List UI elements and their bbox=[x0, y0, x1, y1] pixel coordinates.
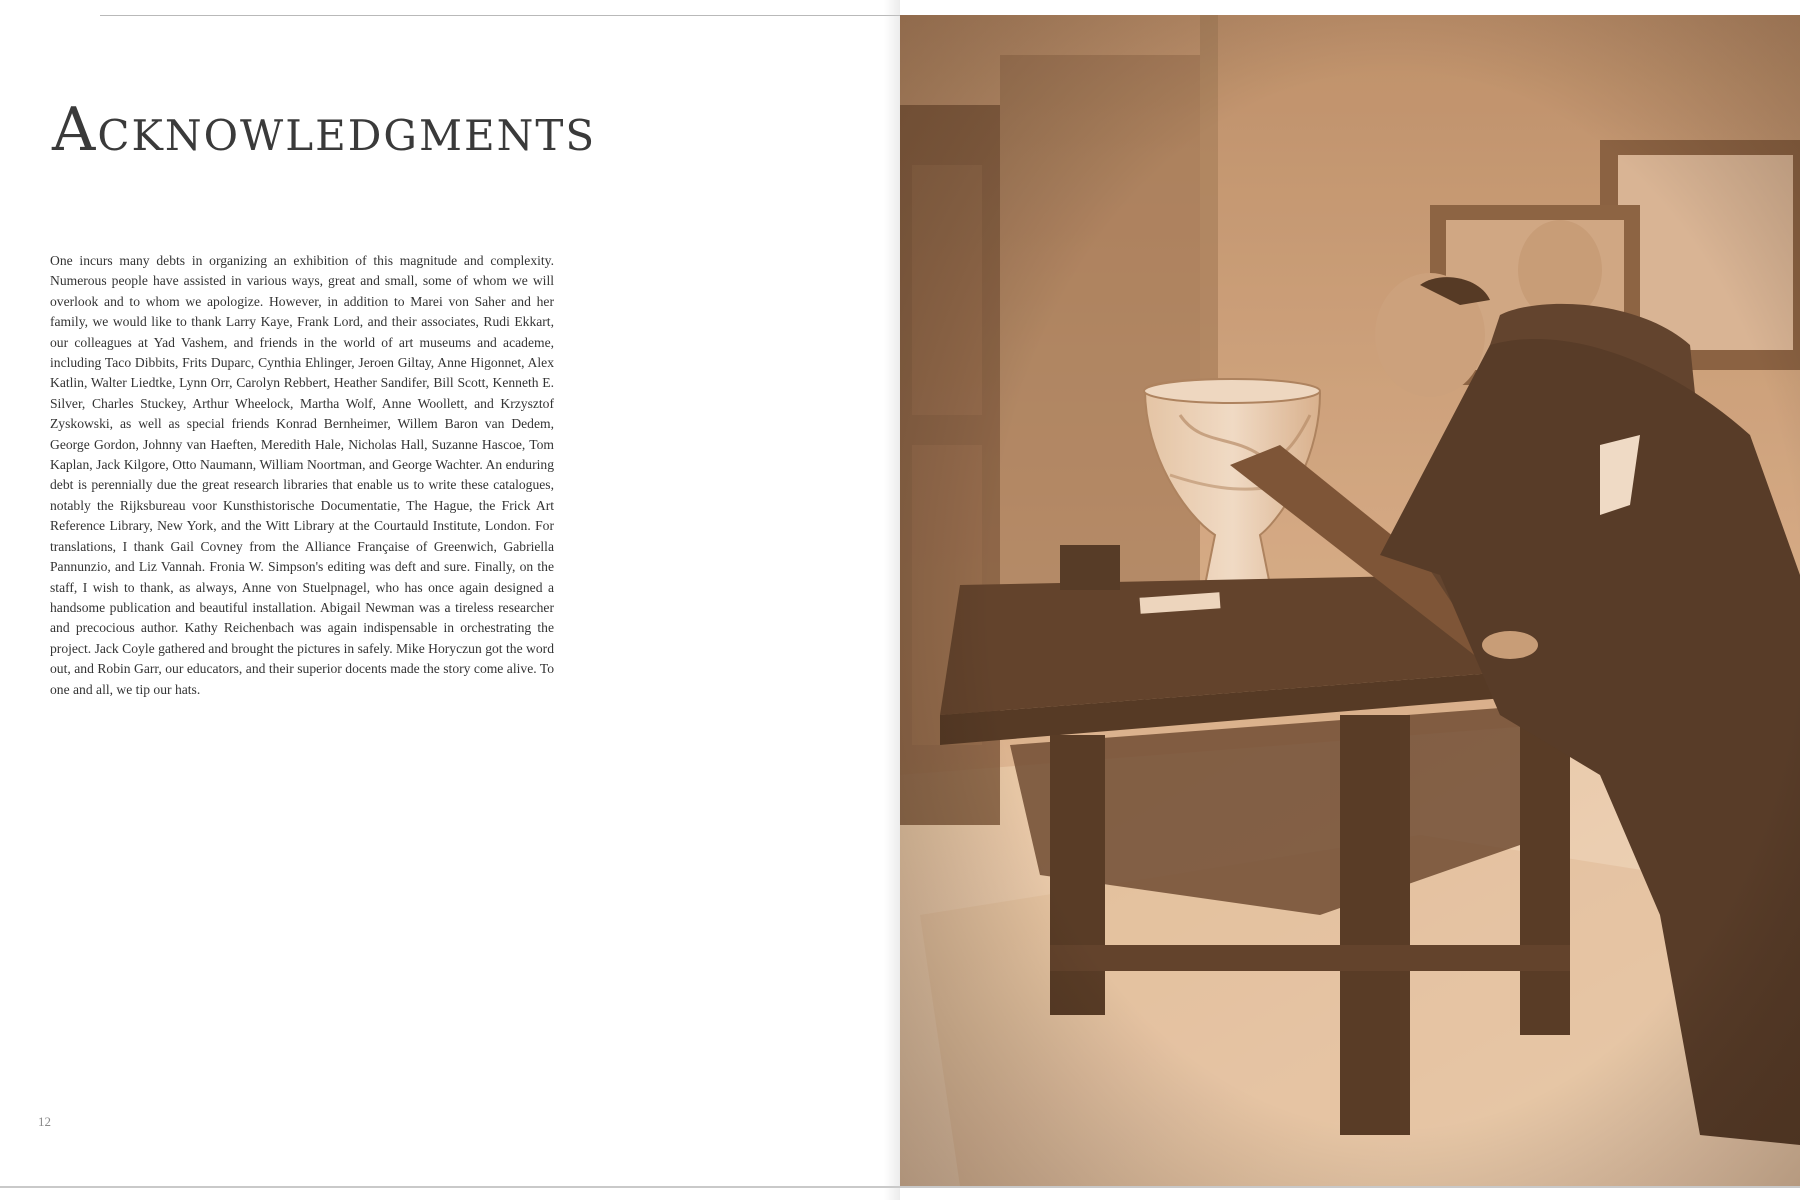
page-title: Acknowledgments bbox=[52, 95, 597, 165]
bottom-rule bbox=[0, 1186, 1800, 1188]
sepia-photograph bbox=[900, 15, 1800, 1186]
page-number: 12 bbox=[38, 1114, 51, 1129]
right-page bbox=[900, 15, 1800, 1186]
gutter-shadow bbox=[884, 0, 900, 1200]
acknowledgments-text: One incurs many debts in organizing an exhibition of this magnitude and complexity. Numerous people have assisted in various ways, great and small, some of whom we will overlook and to whom we apologize. However, in addition to Marei von Saher and her family, we would like to thank Larry Kaye, Frank Lord, and their associates, Rudi Ekkart, our colleagues at Yad Vashem, and friends in the world of art museums and academe, including Taco Dibbits, Frits Duparc, Cynthia Ehlinger, Jeroen Giltay, Anne Higonnet, Alex Katlin, Walter Liedtke, Lynn Orr, Carolyn Rebbert, Heather Sandifer, Bill Scott, Kenneth E. Silver, Charles Stuckey, Arthur Wheelock, Martha Wolf, Anne Woollett, and Krzysztof Zyskowski, as well as special friends Konrad Bernheimer, Willem Baron van Dedem, George Gordon, Johnny van Haeften, Meredith Hale, Nicholas Hall, Suzanne Hascoe, Tom Kaplan, Jack Kilgore, Otto Naumann, William Noortman, and George Wachter. An enduring debt is perennially due the great research libraries that enable us to write these catalogues, notably the Rijksbureau voor Kunsthistorische Documentatie, The Hague, the Frick Art Reference Library, New York, and the Witt Library at the Courtauld Institute, London. For translations, I thank Gail Covney from the Alliance Française of Greenwich, Gabriella Pannunzio, and Liz Vannah. Fronia W. Simpson's editing was deft and sure. Finally, on the staff, I wish to thank, as always, Anne von Stuelpnagel, who has once again designed a handsome publication and beautiful installation. Abigail Newman was a tireless researcher and precocious author. Kathy Reichenbach was again indispensable in orchestrating the project. Jack Coyle gathered and brought the pictures in safely. Mike Horyczun got the word out, and Robin Garr, our educators, and their superior docents made the story come alive. To one and all, we tip our hats. bbox=[50, 253, 554, 697]
